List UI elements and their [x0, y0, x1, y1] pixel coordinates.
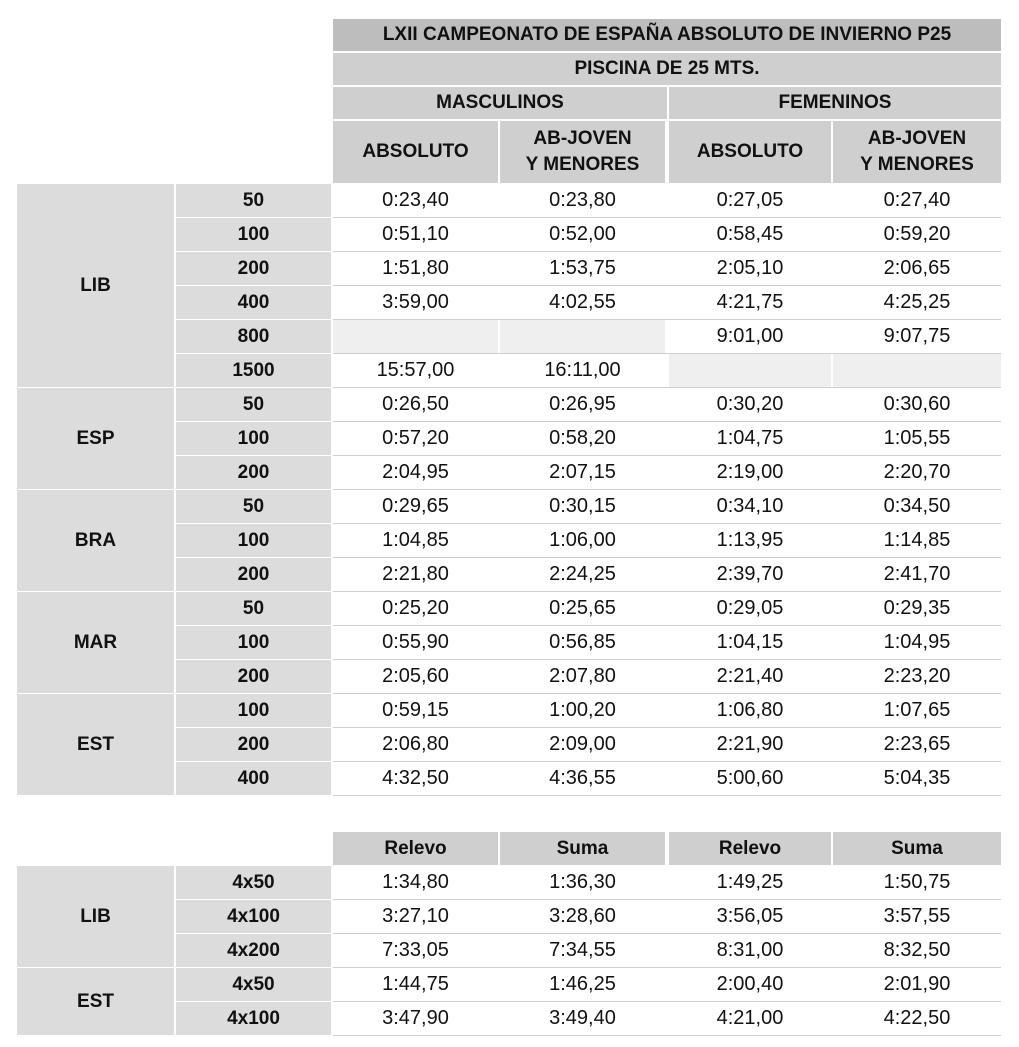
time-cell: 5:00,60 [669, 762, 831, 795]
time-cell [669, 354, 831, 387]
time-cell: 3:27,10 [333, 900, 498, 933]
time-cell: 9:07,75 [833, 320, 1001, 353]
time-cell: 0:23,40 [333, 184, 498, 217]
time-cell: 0:30,15 [500, 490, 665, 523]
time-cell: 0:34,50 [833, 490, 1001, 523]
time-cell: 1:05,55 [833, 422, 1001, 455]
event-distance: 50 [176, 490, 331, 523]
time-cell: 3:59,00 [333, 286, 498, 319]
col-header-line-2: Y MENORES [860, 154, 974, 175]
stroke-label: EST [17, 968, 174, 1035]
col-header-line-2: Y MENORES [525, 154, 640, 175]
time-cell: 1:34,80 [333, 866, 498, 899]
stroke-label: LIB [17, 866, 174, 967]
time-cell: 0:29,05 [669, 592, 831, 625]
event-distance: 200 [176, 558, 331, 591]
time-cell: 4:36,55 [500, 762, 665, 795]
time-cell: 0:58,20 [500, 422, 665, 455]
event-distance: 200 [176, 252, 331, 285]
event-distance: 100 [176, 218, 331, 251]
event-distance: 4x100 [176, 1002, 331, 1035]
time-cell: 2:24,25 [500, 558, 665, 591]
time-cell: 8:31,00 [669, 934, 831, 967]
stroke-label: ESP [17, 388, 174, 489]
time-cell [333, 320, 498, 353]
time-cell: 2:39,70 [669, 558, 831, 591]
time-cell: 7:34,55 [500, 934, 665, 967]
col-header-line-1: AB-JOVEN [867, 128, 967, 149]
event-distance: 100 [176, 524, 331, 557]
time-cell: 2:06,65 [833, 252, 1001, 285]
row-divider [333, 1035, 1001, 1036]
masculinos-header: MASCULINOS [333, 87, 667, 119]
time-cell: 0:56,85 [500, 626, 665, 659]
time-cell: 1:04,85 [333, 524, 498, 557]
event-distance: 100 [176, 694, 331, 727]
event-distance: 100 [176, 422, 331, 455]
time-cell: 2:21,40 [669, 660, 831, 693]
time-cell: 2:21,80 [333, 558, 498, 591]
time-cell: 1:46,25 [500, 968, 665, 1001]
time-cell: 2:21,90 [669, 728, 831, 761]
time-cell: 0:23,80 [500, 184, 665, 217]
time-cell: 1:49,25 [669, 866, 831, 899]
event-distance: 100 [176, 626, 331, 659]
event-distance: 200 [176, 456, 331, 489]
time-cell: 1:44,75 [333, 968, 498, 1001]
time-cell: 5:04,35 [833, 762, 1001, 795]
time-cell: 2:07,80 [500, 660, 665, 693]
col-women-abjoven [833, 121, 1001, 183]
time-cell: 1:04,15 [669, 626, 831, 659]
table-subtitle: PISCINA DE 25 MTS. [333, 53, 1001, 85]
time-cell: 3:28,60 [500, 900, 665, 933]
event-distance: 50 [176, 184, 331, 217]
time-cell: 0:27,40 [833, 184, 1001, 217]
stroke-label: MAR [17, 592, 174, 693]
event-distance: 1500 [176, 354, 331, 387]
event-distance: 4x200 [176, 934, 331, 967]
time-cell: 2:19,00 [669, 456, 831, 489]
event-distance: 50 [176, 388, 331, 421]
time-cell: 0:51,10 [333, 218, 498, 251]
stroke-label: BRA [17, 490, 174, 591]
time-cell: 3:57,55 [833, 900, 1001, 933]
time-cell [833, 354, 1001, 387]
time-cell: 1:04,75 [669, 422, 831, 455]
time-cell: 1:06,80 [669, 694, 831, 727]
time-cell: 0:52,00 [500, 218, 665, 251]
time-cell: 2:41,70 [833, 558, 1001, 591]
time-cell: 0:26,50 [333, 388, 498, 421]
time-cell: 0:27,05 [669, 184, 831, 217]
time-cell: 0:59,20 [833, 218, 1001, 251]
time-cell: 4:25,25 [833, 286, 1001, 319]
relay-col-header: Suma [500, 832, 665, 865]
time-cell: 2:23,20 [833, 660, 1001, 693]
time-cell: 1:50,75 [833, 866, 1001, 899]
time-cell: 3:56,05 [669, 900, 831, 933]
event-distance: 4x50 [176, 968, 331, 1001]
time-cell: 2:09,00 [500, 728, 665, 761]
time-cell: 0:30,20 [669, 388, 831, 421]
time-cell: 1:14,85 [833, 524, 1001, 557]
time-cell: 0:29,65 [333, 490, 498, 523]
time-cell: 0:25,20 [333, 592, 498, 625]
time-cell: 4:22,50 [833, 1002, 1001, 1035]
stroke-label: EST [17, 694, 174, 795]
time-cell: 1:07,65 [833, 694, 1001, 727]
time-cell: 15:57,00 [333, 354, 498, 387]
time-cell: 8:32,50 [833, 934, 1001, 967]
time-cell: 0:29,35 [833, 592, 1001, 625]
time-cell: 2:00,40 [669, 968, 831, 1001]
time-cell: 1:13,95 [669, 524, 831, 557]
time-cell: 1:53,75 [500, 252, 665, 285]
time-cell: 0:59,15 [333, 694, 498, 727]
col-men-absoluto: ABSOLUTO [333, 121, 498, 183]
relay-col-header: Relevo [669, 832, 831, 865]
event-distance: 800 [176, 320, 331, 353]
relay-col-header: Suma [833, 832, 1001, 865]
time-cell [500, 320, 665, 353]
time-cell: 2:20,70 [833, 456, 1001, 489]
femeninos-header: FEMENINOS [669, 87, 1001, 119]
time-cell: 2:23,65 [833, 728, 1001, 761]
time-cell: 2:05,60 [333, 660, 498, 693]
event-distance: 50 [176, 592, 331, 625]
col-women-absoluto: ABSOLUTO [669, 121, 831, 183]
time-cell: 0:25,65 [500, 592, 665, 625]
time-cell: 1:51,80 [333, 252, 498, 285]
relay-col-header: Relevo [333, 832, 498, 865]
time-cell: 0:34,10 [669, 490, 831, 523]
time-cell: 2:05,10 [669, 252, 831, 285]
time-cell: 1:06,00 [500, 524, 665, 557]
time-cell: 4:21,75 [669, 286, 831, 319]
time-cell: 0:57,20 [333, 422, 498, 455]
time-cell: 1:00,20 [500, 694, 665, 727]
time-cell: 2:06,80 [333, 728, 498, 761]
time-cell: 0:30,60 [833, 388, 1001, 421]
time-cell: 7:33,05 [333, 934, 498, 967]
time-cell: 0:26,95 [500, 388, 665, 421]
time-cell: 2:07,15 [500, 456, 665, 489]
time-cell: 1:36,30 [500, 866, 665, 899]
row-divider [333, 795, 1001, 796]
time-cell: 16:11,00 [500, 354, 665, 387]
time-cell: 3:47,90 [333, 1002, 498, 1035]
col-men-abjoven [500, 121, 665, 183]
time-cell: 1:04,95 [833, 626, 1001, 659]
time-cell: 4:02,55 [500, 286, 665, 319]
event-distance: 200 [176, 728, 331, 761]
time-cell: 9:01,00 [669, 320, 831, 353]
time-cell: 0:55,90 [333, 626, 498, 659]
col-header-line-1: AB-JOVEN [533, 128, 632, 149]
event-distance: 4x100 [176, 900, 331, 933]
time-cell: 4:21,00 [669, 1002, 831, 1035]
event-distance: 400 [176, 762, 331, 795]
event-distance: 4x50 [176, 866, 331, 899]
event-distance: 200 [176, 660, 331, 693]
event-distance: 400 [176, 286, 331, 319]
table-title: LXII CAMPEONATO DE ESPAÑA ABSOLUTO DE INVIERNO P25 [333, 19, 1001, 51]
time-cell: 4:32,50 [333, 762, 498, 795]
time-cell: 2:04,95 [333, 456, 498, 489]
time-cell: 0:58,45 [669, 218, 831, 251]
time-cell: 3:49,40 [500, 1002, 665, 1035]
time-cell: 2:01,90 [833, 968, 1001, 1001]
stroke-label: LIB [17, 184, 174, 387]
